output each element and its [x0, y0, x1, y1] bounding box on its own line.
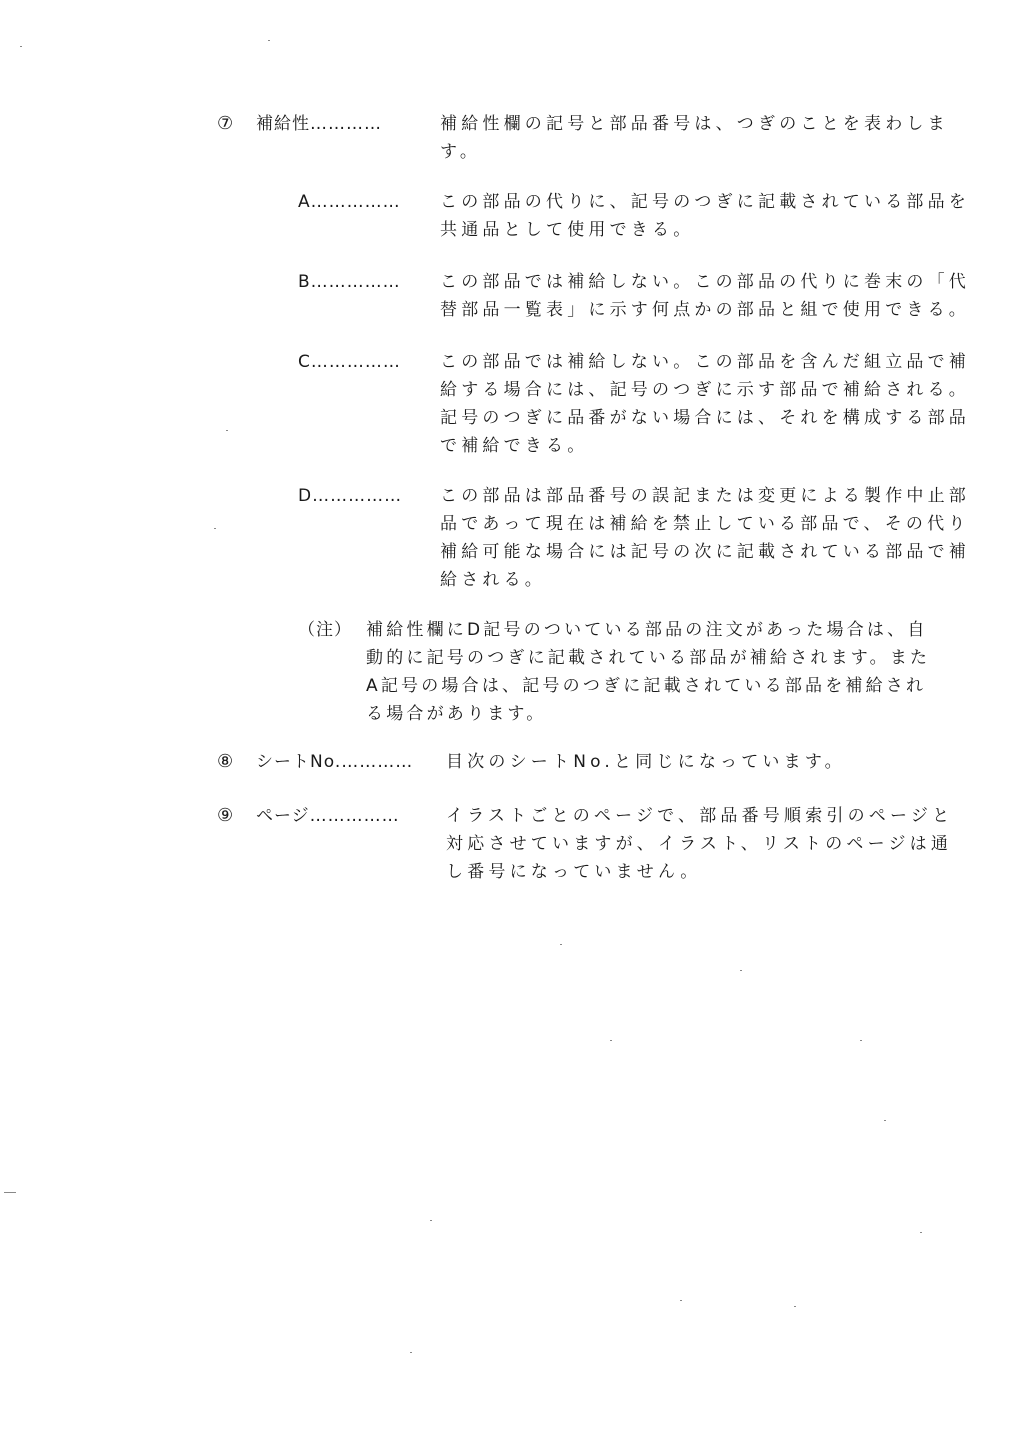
scan-speck — [860, 1040, 862, 1041]
text-line: 給される。 — [440, 570, 546, 590]
note-label: （注） — [298, 620, 352, 640]
text-line: で補給できる。 — [440, 436, 589, 456]
text-line: A記号の場合は、記号のつぎに記載されている部品を補給され — [366, 676, 927, 696]
text-line: 対応させていますが、イラスト、リストのページは通 — [446, 834, 953, 854]
section-8-description — [446, 748, 846, 776]
scan-speck — [430, 1220, 432, 1221]
section-8-number: ⑧ — [217, 751, 234, 772]
text-line: この部品では補給しない。この部品を含んだ組立品で補 — [440, 352, 970, 372]
scan-speck — [226, 430, 228, 431]
text-line: 目次のシートNo.と同じになっています。 — [446, 752, 846, 772]
scan-speck — [740, 970, 742, 971]
text-line: 給する場合には、記号のつぎに示す部品で補給される。 — [440, 380, 970, 400]
text-line: 補給性欄にD記号のついている部品の注文があった場合は、自 — [366, 620, 928, 640]
text-line: 替部品一覧表」に示す何点かの部品と組で使用できる。 — [440, 300, 970, 320]
text-line: し番号になっていません。 — [446, 862, 702, 882]
item-b-label: B…………… — [298, 272, 401, 292]
scan-speck — [4, 1192, 16, 1193]
text-line: 共通品として使用できる。 — [440, 220, 695, 240]
scan-speck — [884, 1120, 886, 1121]
scan-speck — [268, 40, 270, 41]
section-8-label: シートNo.………… — [256, 752, 414, 772]
section-7-number: ⑦ — [217, 113, 234, 134]
scan-speck — [410, 1352, 412, 1353]
scan-speck — [920, 1232, 922, 1233]
item-c-description — [440, 348, 970, 460]
scan-speck — [680, 1300, 682, 1301]
section-9-label: ページ…………… — [256, 806, 400, 826]
section-9-description — [446, 802, 953, 886]
section-9-number: ⑨ — [217, 805, 234, 826]
scan-speck — [794, 1306, 796, 1307]
section-7-description — [440, 110, 949, 166]
text-line: 補給性欄の記号と部品番号は、つぎのことを表わしま — [440, 114, 949, 134]
text-line: イラストごとのページで、部品番号順索引のページと — [446, 806, 954, 826]
text-line: この部品の代りに、記号のつぎに記載されている部品を — [440, 192, 970, 212]
item-c-label: C…………… — [298, 352, 401, 372]
scan-speck — [560, 944, 562, 945]
text-line: 動的に記号のつぎに記載されている部品が補給されます。また — [366, 648, 931, 668]
text-line: 記号のつぎに品番がない場合には、それを構成する部品 — [440, 408, 970, 428]
section-7-label: 補給性………… — [256, 114, 382, 134]
text-line: 補給可能な場合には記号の次に記載されている部品で補 — [440, 542, 970, 562]
item-d-description — [440, 482, 970, 594]
text-line: この部品は部品番号の誤記または変更による製作中止部 — [440, 486, 970, 506]
text-line: す。 — [440, 142, 482, 162]
note-description — [366, 616, 930, 728]
item-b-description — [440, 268, 970, 324]
text-line: 品であって現在は補給を禁止している部品で、その代り — [440, 514, 970, 534]
item-d-label: D…………… — [298, 486, 403, 506]
item-a-description — [440, 188, 970, 244]
item-a-label: A…………… — [298, 192, 401, 212]
text-line: る場合があります。 — [366, 704, 547, 724]
scan-speck — [610, 1040, 612, 1041]
scan-speck — [214, 528, 216, 529]
scan-speck — [20, 46, 22, 47]
text-line: この部品では補給しない。この部品の代りに巻末の「代 — [440, 272, 970, 292]
